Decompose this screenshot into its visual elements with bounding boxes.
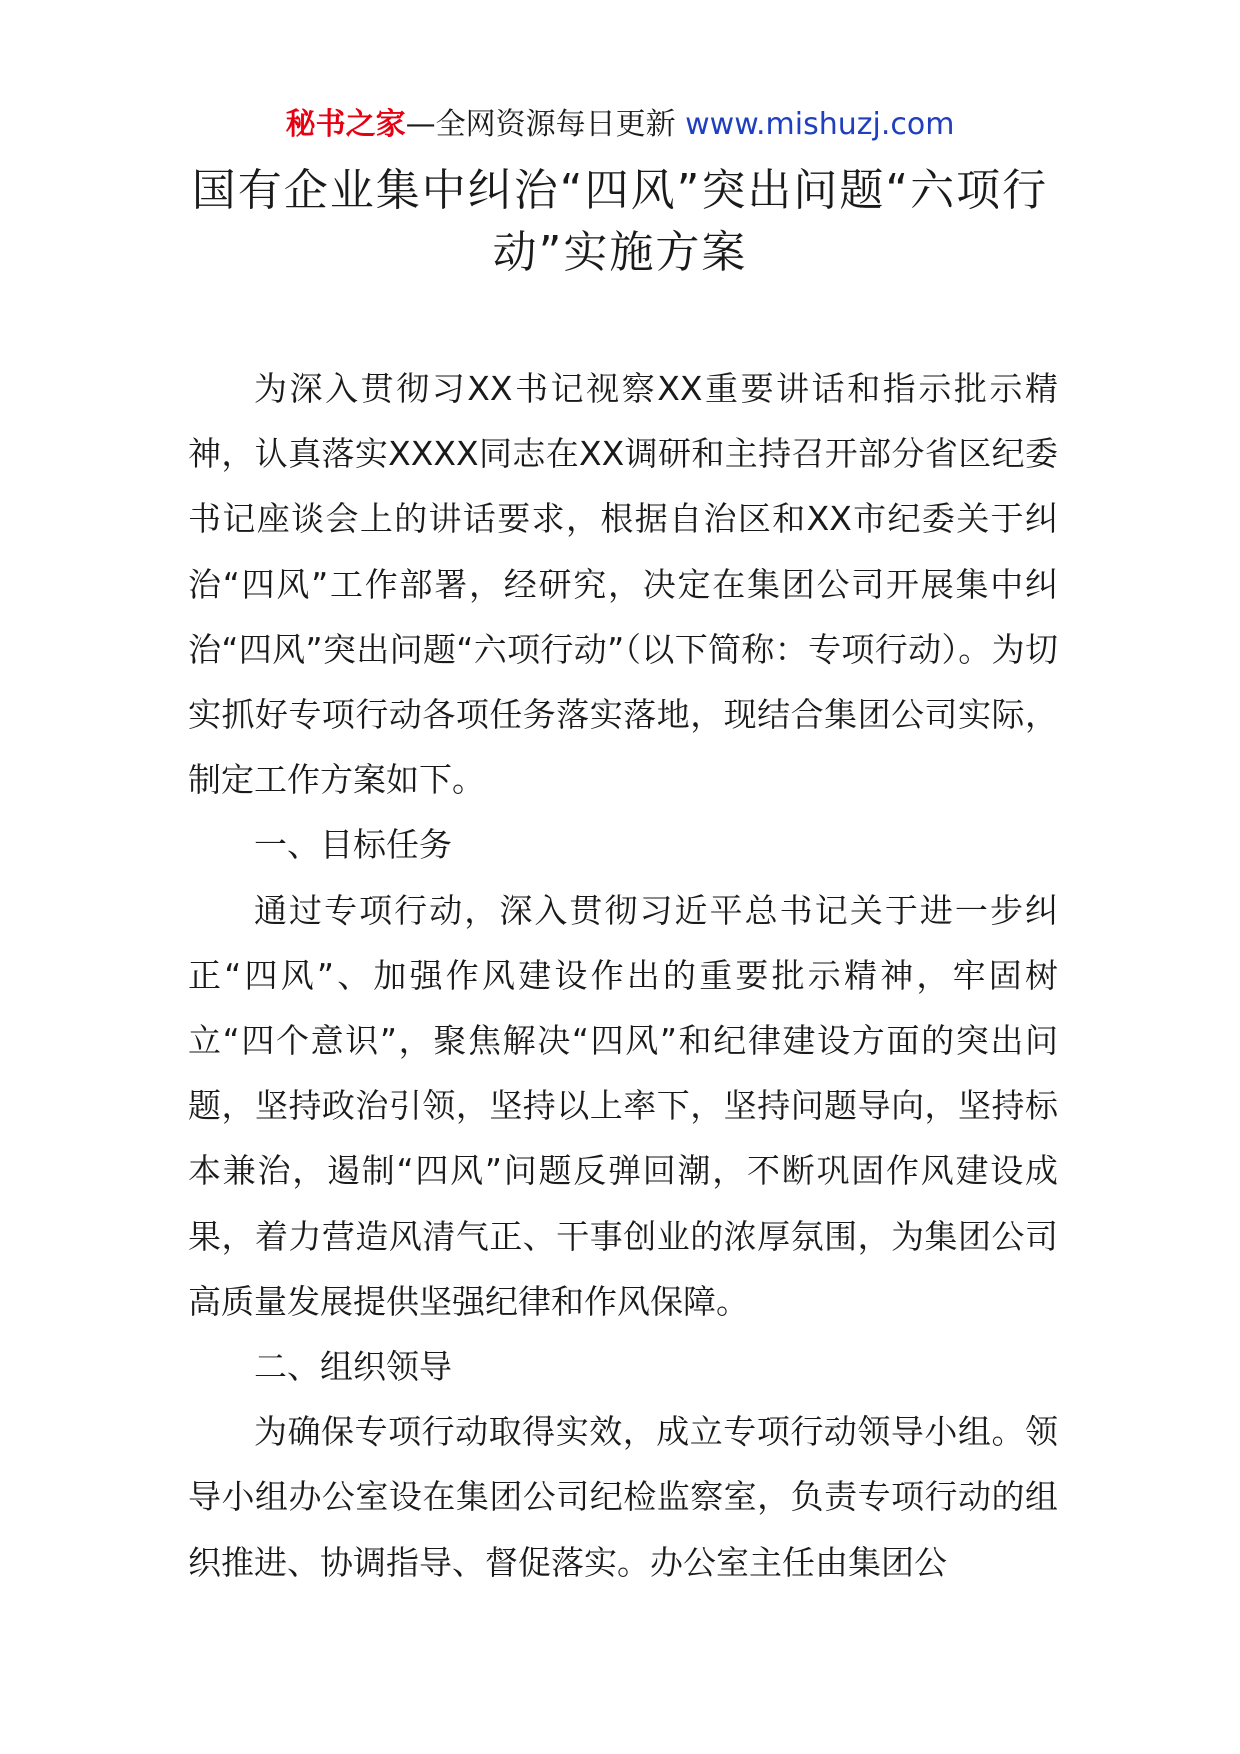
site-url-link[interactable]: www.mishuzj.com xyxy=(685,107,955,142)
paragraph-goals: 通过专项行动，深入贯彻习近平总书记关于进一步纠正“四风”、加强作风建设作出的重要批示精神，牢固树立“四个意识”，聚焦解决“四风”和纪律建设方面的突出问题，坚持政治引领，坚持以上率下，坚持问题导向，坚持标本兼治，遏制“四风”问题反弹回潮，不断巩固作风建设成果，着力营造风清气正、干事创业的浓厚氛围，为集团公司高质量发展提供坚强纪律和作风保障。 xyxy=(188,890,1058,1321)
header-tagline: —全网资源每日更新 xyxy=(405,107,686,142)
section-heading-leadership: 二、组织领导 xyxy=(254,1347,452,1387)
paragraph-intro: 为深入贯彻习XX书记视察XX重要讲话和指示批示精神，认真落实XXXX同志在XX调研和主持召开部分省区纪委书记座谈会上的讲话要求，根据自治区和XX市纪委关于纠治“四风”工作部署，经研究，决定在集团公司开展集中纠治“四风”突出问题“六项行动”（以下简称：专项行动）。为切实抓好专项行动各项任务落实落地，现结合集团公司实际，制定工作方案如下。 xyxy=(188,369,1058,800)
brand-name: 秘书之家 xyxy=(285,107,406,142)
site-header xyxy=(0,100,1240,150)
document-title: 国有企业集中纠治“四风”突出问题“六项行动”实施方案 xyxy=(191,165,1049,278)
document-body xyxy=(188,356,1058,1595)
paragraph-leadership: 为确保专项行动取得实效，成立专项行动领导小组。领导小组办公室设在集团公司纪检监察室，负责专项行动的组织推进、协调指导、督促落实。办公室主任由集团公 xyxy=(188,1412,1058,1582)
section-heading-goals: 一、目标任务 xyxy=(254,825,452,865)
